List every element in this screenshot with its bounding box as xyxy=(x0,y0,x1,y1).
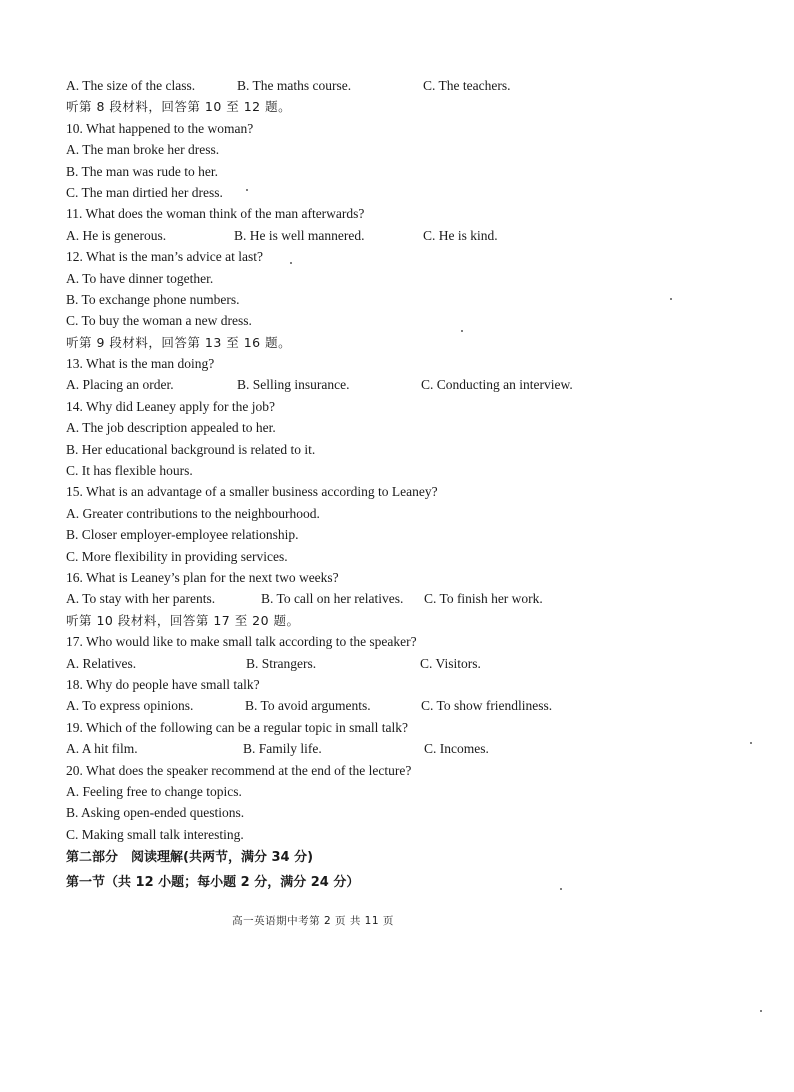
listening-instruction: 听第 9 段材料，回答第 13 至 16 题。 xyxy=(66,334,292,350)
answer-option: B. He is well mannered. xyxy=(234,227,365,243)
question-line: A. The man broke her dress. xyxy=(66,142,220,158)
question-line: C. The man dirtied her dress. xyxy=(66,184,223,200)
question-line: 12. What is the man’s advice at last? xyxy=(66,249,263,265)
scan-speck xyxy=(750,742,752,744)
question-line: 18. Why do people have small talk? xyxy=(66,676,260,692)
answer-option: B. To call on her relatives. xyxy=(261,591,404,607)
answer-option: A. A hit film. xyxy=(66,741,138,757)
question-list xyxy=(66,75,706,895)
question-line: A. Greater contributions to the neighbourhood. xyxy=(66,505,320,521)
answer-option: C. He is kind. xyxy=(423,227,498,243)
section-heading: 第二部分 阅读理解(共两节，满分 34 分) xyxy=(66,850,314,866)
answer-option: C. Conducting an interview. xyxy=(421,377,573,393)
question-line: B. To exchange phone numbers. xyxy=(66,291,240,307)
question-line: A. Feeling free to change topics. xyxy=(66,783,242,799)
scan-speck xyxy=(760,1010,762,1012)
answer-option: A. Relatives. xyxy=(66,655,137,671)
question-line: 17. Who would like to make small talk according to the speaker? xyxy=(66,634,417,650)
footer-text: 高一英语期中考第 2 页 共 11 页 xyxy=(232,915,394,927)
scan-speck xyxy=(461,330,463,332)
answer-option: C. The teachers. xyxy=(423,78,511,93)
answer-option: C. Incomes. xyxy=(424,741,489,757)
question-line: C. To buy the woman a new dress. xyxy=(66,313,252,329)
question-line: A. The job description appealed to her. xyxy=(66,420,276,436)
answer-option: A. The size of the class. xyxy=(66,78,196,93)
scan-speck xyxy=(560,888,562,890)
answer-option: A. To express opinions. xyxy=(66,698,194,714)
answer-option: B. To avoid arguments. xyxy=(245,698,371,714)
question-line: C. More flexibility in providing services. xyxy=(66,548,288,564)
question-line: B. Closer employer-employee relationship. xyxy=(66,527,299,543)
answer-option: B. Family life. xyxy=(243,741,322,757)
question-line: 13. What is the man doing? xyxy=(66,356,215,372)
answer-options-row xyxy=(66,738,706,759)
scan-speck xyxy=(290,262,292,264)
answer-options-row xyxy=(66,588,706,609)
answer-option: B. Selling insurance. xyxy=(237,377,350,393)
answer-option: C. To show friendliness. xyxy=(421,698,553,714)
section-heading: 第一节（共 12 小题；每小题 2 分，满分 24 分） xyxy=(66,875,360,891)
answer-option: A. He is generous. xyxy=(66,227,167,243)
answer-option: A. Placing an order. xyxy=(66,377,174,393)
question-line: B. Her educational background is related to it. xyxy=(66,441,316,457)
question-line: 14. Why did Leaney apply for the job? xyxy=(66,398,275,414)
answer-options-row xyxy=(66,225,706,246)
question-line: B. The man was rude to her. xyxy=(66,163,218,179)
answer-option: B. Strangers. xyxy=(246,655,317,671)
question-line: 20. What does the speaker recommend at the end of the lecture? xyxy=(66,762,412,778)
question-line: C. Making small talk interesting. xyxy=(66,826,244,842)
page-footer xyxy=(0,913,794,928)
scan-speck xyxy=(246,189,248,191)
answer-options-row xyxy=(66,695,706,716)
answer-option: B. The maths course. xyxy=(237,78,352,93)
question-line: 11. What does the woman think of the man afterwards? xyxy=(66,206,365,222)
scan-speck xyxy=(670,298,672,300)
question-line: A. To have dinner together. xyxy=(66,270,214,286)
answer-options-row xyxy=(66,75,706,96)
question-line: 16. What is Leaney’s plan for the next two weeks? xyxy=(66,569,339,585)
answer-options-row xyxy=(66,374,706,395)
listening-instruction: 听第 8 段材料，回答第 10 至 12 题。 xyxy=(66,99,292,115)
question-line: B. Asking open-ended questions. xyxy=(66,805,245,821)
answer-option: C. To finish her work. xyxy=(424,591,543,607)
listening-instruction: 听第 10 段材料，回答第 17 至 20 题。 xyxy=(66,612,300,628)
question-line: 15. What is an advantage of a smaller business according to Leaney? xyxy=(66,484,438,500)
question-line: C. It has flexible hours. xyxy=(66,463,193,479)
answer-options-row xyxy=(66,653,706,674)
question-line: 10. What happened to the woman? xyxy=(66,120,254,136)
answer-option: C. Visitors. xyxy=(420,655,481,671)
answer-option: A. To stay with her parents. xyxy=(66,591,216,607)
question-line: 19. Which of the following can be a regular topic in small talk? xyxy=(66,719,409,735)
